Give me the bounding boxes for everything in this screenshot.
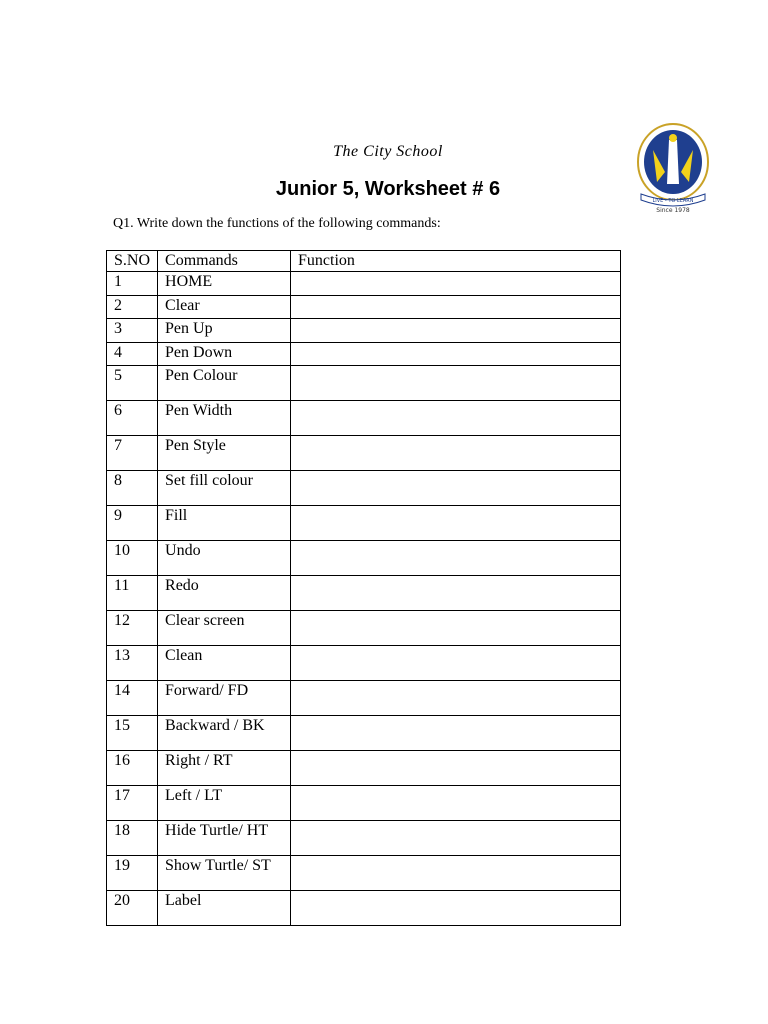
row-command: Undo	[158, 541, 291, 576]
row-sno: 5	[107, 366, 158, 401]
table-row	[107, 611, 621, 646]
row-function-answer[interactable]	[291, 646, 621, 681]
row-sno: 2	[107, 295, 158, 319]
row-sno: 6	[107, 401, 158, 436]
row-command: Right / RT	[158, 751, 291, 786]
table-row	[107, 319, 621, 343]
row-function-answer[interactable]	[291, 506, 621, 541]
header-commands: Commands	[158, 251, 291, 272]
row-command: Backward / BK	[158, 716, 291, 751]
row-command: Pen Colour	[158, 366, 291, 401]
table-row	[107, 576, 621, 611]
row-function-answer[interactable]	[291, 541, 621, 576]
row-command: Show Turtle/ ST	[158, 856, 291, 891]
row-function-answer[interactable]	[291, 821, 621, 856]
table-row	[107, 751, 621, 786]
row-sno: 16	[107, 751, 158, 786]
table-row	[107, 342, 621, 366]
table-row	[107, 541, 621, 576]
row-command: Label	[158, 891, 291, 926]
row-function-answer[interactable]	[291, 681, 621, 716]
table-row	[107, 891, 621, 926]
row-sno: 8	[107, 471, 158, 506]
crest-torch	[667, 140, 679, 184]
row-function-answer[interactable]	[291, 716, 621, 751]
row-function-answer[interactable]	[291, 891, 621, 926]
row-sno: 19	[107, 856, 158, 891]
row-sno: 11	[107, 576, 158, 611]
row-sno: 3	[107, 319, 158, 343]
row-sno: 13	[107, 646, 158, 681]
row-function-answer[interactable]	[291, 401, 621, 436]
table-row	[107, 856, 621, 891]
header-sno: S.NO	[107, 251, 158, 272]
row-function-answer[interactable]	[291, 786, 621, 821]
row-command: Pen Width	[158, 401, 291, 436]
row-command: Pen Down	[158, 342, 291, 366]
row-function-answer[interactable]	[291, 366, 621, 401]
row-sno: 9	[107, 506, 158, 541]
row-sno: 10	[107, 541, 158, 576]
row-command: Redo	[158, 576, 291, 611]
commands-table	[106, 250, 621, 926]
row-command: Left / LT	[158, 786, 291, 821]
table-row	[107, 471, 621, 506]
row-function-answer[interactable]	[291, 751, 621, 786]
table-row	[107, 716, 621, 751]
crest-since-text: Since 1978	[656, 207, 690, 214]
row-sno: 18	[107, 821, 158, 856]
row-command: Clean	[158, 646, 291, 681]
row-command: Fill	[158, 506, 291, 541]
table-header-row	[107, 251, 621, 272]
header-function: Function	[291, 251, 621, 272]
row-sno: 1	[107, 272, 158, 296]
row-command: Pen Up	[158, 319, 291, 343]
row-function-answer[interactable]	[291, 319, 621, 343]
question-text: Q1. Write down the functions of the following commands:	[113, 216, 441, 231]
row-function-answer[interactable]	[291, 272, 621, 296]
school-crest-logo	[635, 120, 711, 216]
row-function-answer[interactable]	[291, 295, 621, 319]
crest-ribbon-text: LIVE - TO LEARN	[652, 198, 694, 204]
worksheet-title: Junior 5, Worksheet # 6	[275, 178, 501, 200]
table-row	[107, 436, 621, 471]
row-sno: 17	[107, 786, 158, 821]
row-sno: 14	[107, 681, 158, 716]
row-sno: 20	[107, 891, 158, 926]
row-command: Clear	[158, 295, 291, 319]
row-function-answer[interactable]	[291, 436, 621, 471]
row-sno: 7	[107, 436, 158, 471]
row-command: Set fill colour	[158, 471, 291, 506]
row-sno: 15	[107, 716, 158, 751]
table-row	[107, 295, 621, 319]
table-row	[107, 821, 621, 856]
table-row	[107, 646, 621, 681]
row-sno: 12	[107, 611, 158, 646]
row-command: HOME	[158, 272, 291, 296]
row-function-answer[interactable]	[291, 611, 621, 646]
table-row	[107, 272, 621, 296]
table-row	[107, 366, 621, 401]
row-command: Hide Turtle/ HT	[158, 821, 291, 856]
row-function-answer[interactable]	[291, 856, 621, 891]
row-command: Clear screen	[158, 611, 291, 646]
school-name: The City School	[333, 143, 443, 160]
row-function-answer[interactable]	[291, 471, 621, 506]
row-command: Pen Style	[158, 436, 291, 471]
table-row	[107, 506, 621, 541]
table-row	[107, 401, 621, 436]
crest-flame	[669, 134, 677, 142]
row-sno: 4	[107, 342, 158, 366]
table-row	[107, 681, 621, 716]
row-command: Forward/ FD	[158, 681, 291, 716]
row-function-answer[interactable]	[291, 576, 621, 611]
row-function-answer[interactable]	[291, 342, 621, 366]
table-row	[107, 786, 621, 821]
